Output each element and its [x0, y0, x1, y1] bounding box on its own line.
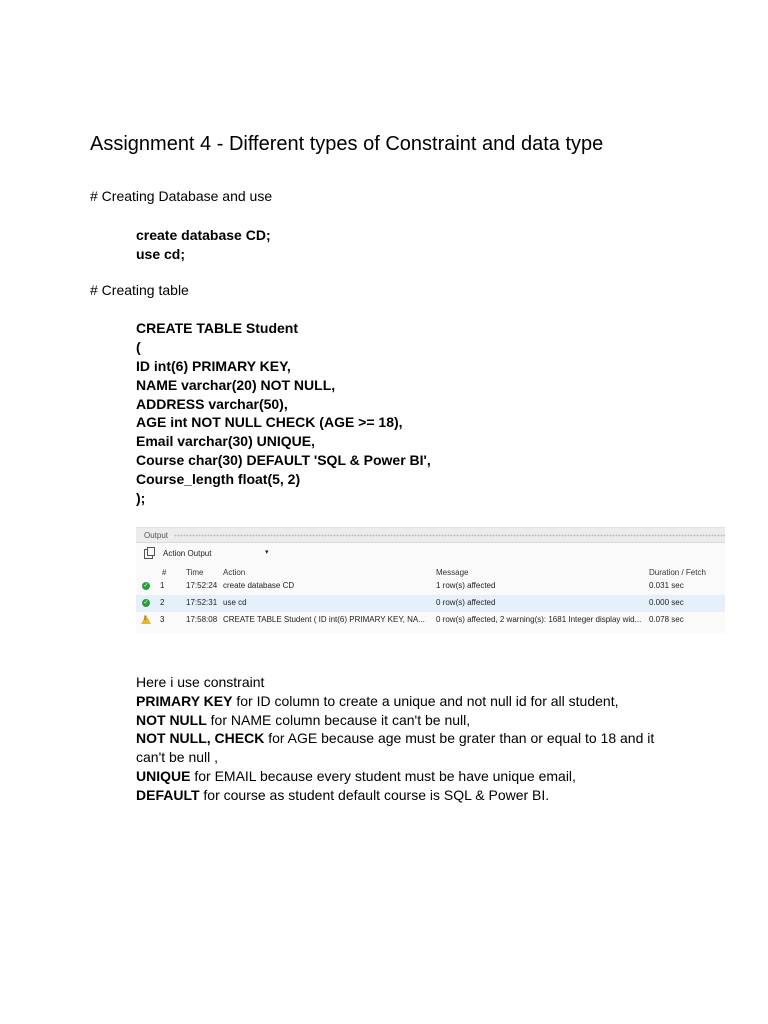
- output-type-select: Action Output: [163, 549, 212, 558]
- code-line: Course char(30) DEFAULT 'SQL & Power BI',: [136, 452, 431, 469]
- section-heading-database: # Creating Database and use: [90, 188, 273, 204]
- row-number: 3: [160, 615, 165, 624]
- explanation-item: [136, 729, 676, 767]
- code-line: Email varchar(30) UNIQUE,: [136, 433, 315, 450]
- column-header: #: [162, 568, 167, 577]
- row-duration: 0.031 sec: [649, 581, 684, 590]
- constraint-description: for EMAIL because every student must be have unique email,: [190, 767, 576, 784]
- output-panel-header: [136, 528, 725, 543]
- constraint-description: for course as student default course is SQL & Power BI.: [199, 786, 550, 803]
- explanation-item: [136, 786, 676, 805]
- code-line: );: [136, 490, 146, 507]
- success-check-icon: ✓: [143, 583, 149, 589]
- row-message: 1 row(s) affected: [436, 581, 496, 590]
- code-line: NAME varchar(20) NOT NULL,: [136, 376, 336, 393]
- copy-icon: [144, 549, 153, 559]
- column-header: Duration / Fetch: [649, 568, 706, 577]
- output-panel-title: Output: [144, 531, 169, 540]
- row-time: 17:52:24: [186, 581, 218, 590]
- explanation-item: [136, 767, 676, 786]
- output-row: [136, 595, 725, 612]
- row-time: 17:52:31: [186, 598, 218, 607]
- constraint-description: for NAME column because it can't be null,: [206, 711, 471, 728]
- explanation-item: [136, 711, 676, 730]
- code-line: ID int(6) PRIMARY KEY,: [136, 357, 291, 374]
- constraint-name: UNIQUE: [136, 767, 191, 784]
- explanation-intro: Here i use constraint: [136, 674, 265, 690]
- code-block-database: [136, 226, 271, 264]
- page-title: Assignment 4 - Different types of Constraint and data type: [90, 133, 604, 155]
- explanation-item: [136, 692, 676, 711]
- row-number: 2: [160, 598, 165, 607]
- output-row: [136, 612, 725, 629]
- constraint-description: for ID column to create a unique and not null id for all student,: [232, 692, 619, 709]
- chevron-down-icon: ▾: [265, 549, 269, 556]
- constraint-name: PRIMARY KEY: [136, 692, 233, 709]
- code-line: create database CD;: [136, 227, 271, 243]
- row-action: CREATE TABLE Student ( ID int(6) PRIMARY KEY, NA...: [223, 615, 425, 624]
- code-line: use cd;: [136, 245, 186, 262]
- code-line: (: [136, 338, 141, 355]
- constraint-name: DEFAULT: [136, 786, 200, 803]
- row-duration: 0.078 sec: [649, 615, 684, 624]
- row-message: 0 row(s) affected: [436, 598, 496, 607]
- output-toolbar: [136, 543, 725, 565]
- code-line: CREATE TABLE Student: [136, 320, 299, 336]
- constraint-name: NOT NULL: [136, 711, 207, 728]
- column-header: Message: [436, 568, 469, 577]
- constraint-explanation: [136, 673, 676, 805]
- output-panel-screenshot: [136, 527, 725, 633]
- row-number: 1: [160, 581, 165, 590]
- column-header: Action: [223, 568, 246, 577]
- row-action: use cd: [223, 598, 247, 607]
- row-message: 0 row(s) affected, 2 warning(s): 1681 Integer display wid...: [436, 615, 642, 624]
- code-line: Course_length float(5, 2): [136, 471, 301, 488]
- constraint-description: for AGE because age must be grater than or equal to 18 and it can't be null ,: [136, 730, 655, 766]
- row-time: 17:58:08: [186, 615, 218, 624]
- row-duration: 0.000 sec: [649, 598, 684, 607]
- success-check-icon: ✓: [143, 600, 149, 606]
- code-line: ADDRESS varchar(50),: [136, 395, 288, 412]
- section-heading-table: # Creating table: [90, 282, 189, 298]
- output-grid-header: [136, 565, 725, 578]
- output-row: [136, 578, 725, 595]
- code-block-create-table: [136, 319, 431, 508]
- row-action: create database CD: [223, 581, 295, 590]
- code-line: AGE int NOT NULL CHECK (AGE >= 18),: [136, 414, 403, 431]
- warning-icon: !: [141, 615, 151, 624]
- drag-grip: [174, 534, 725, 537]
- constraint-name: NOT NULL, CHECK: [136, 730, 265, 747]
- column-header: Time: [186, 568, 204, 577]
